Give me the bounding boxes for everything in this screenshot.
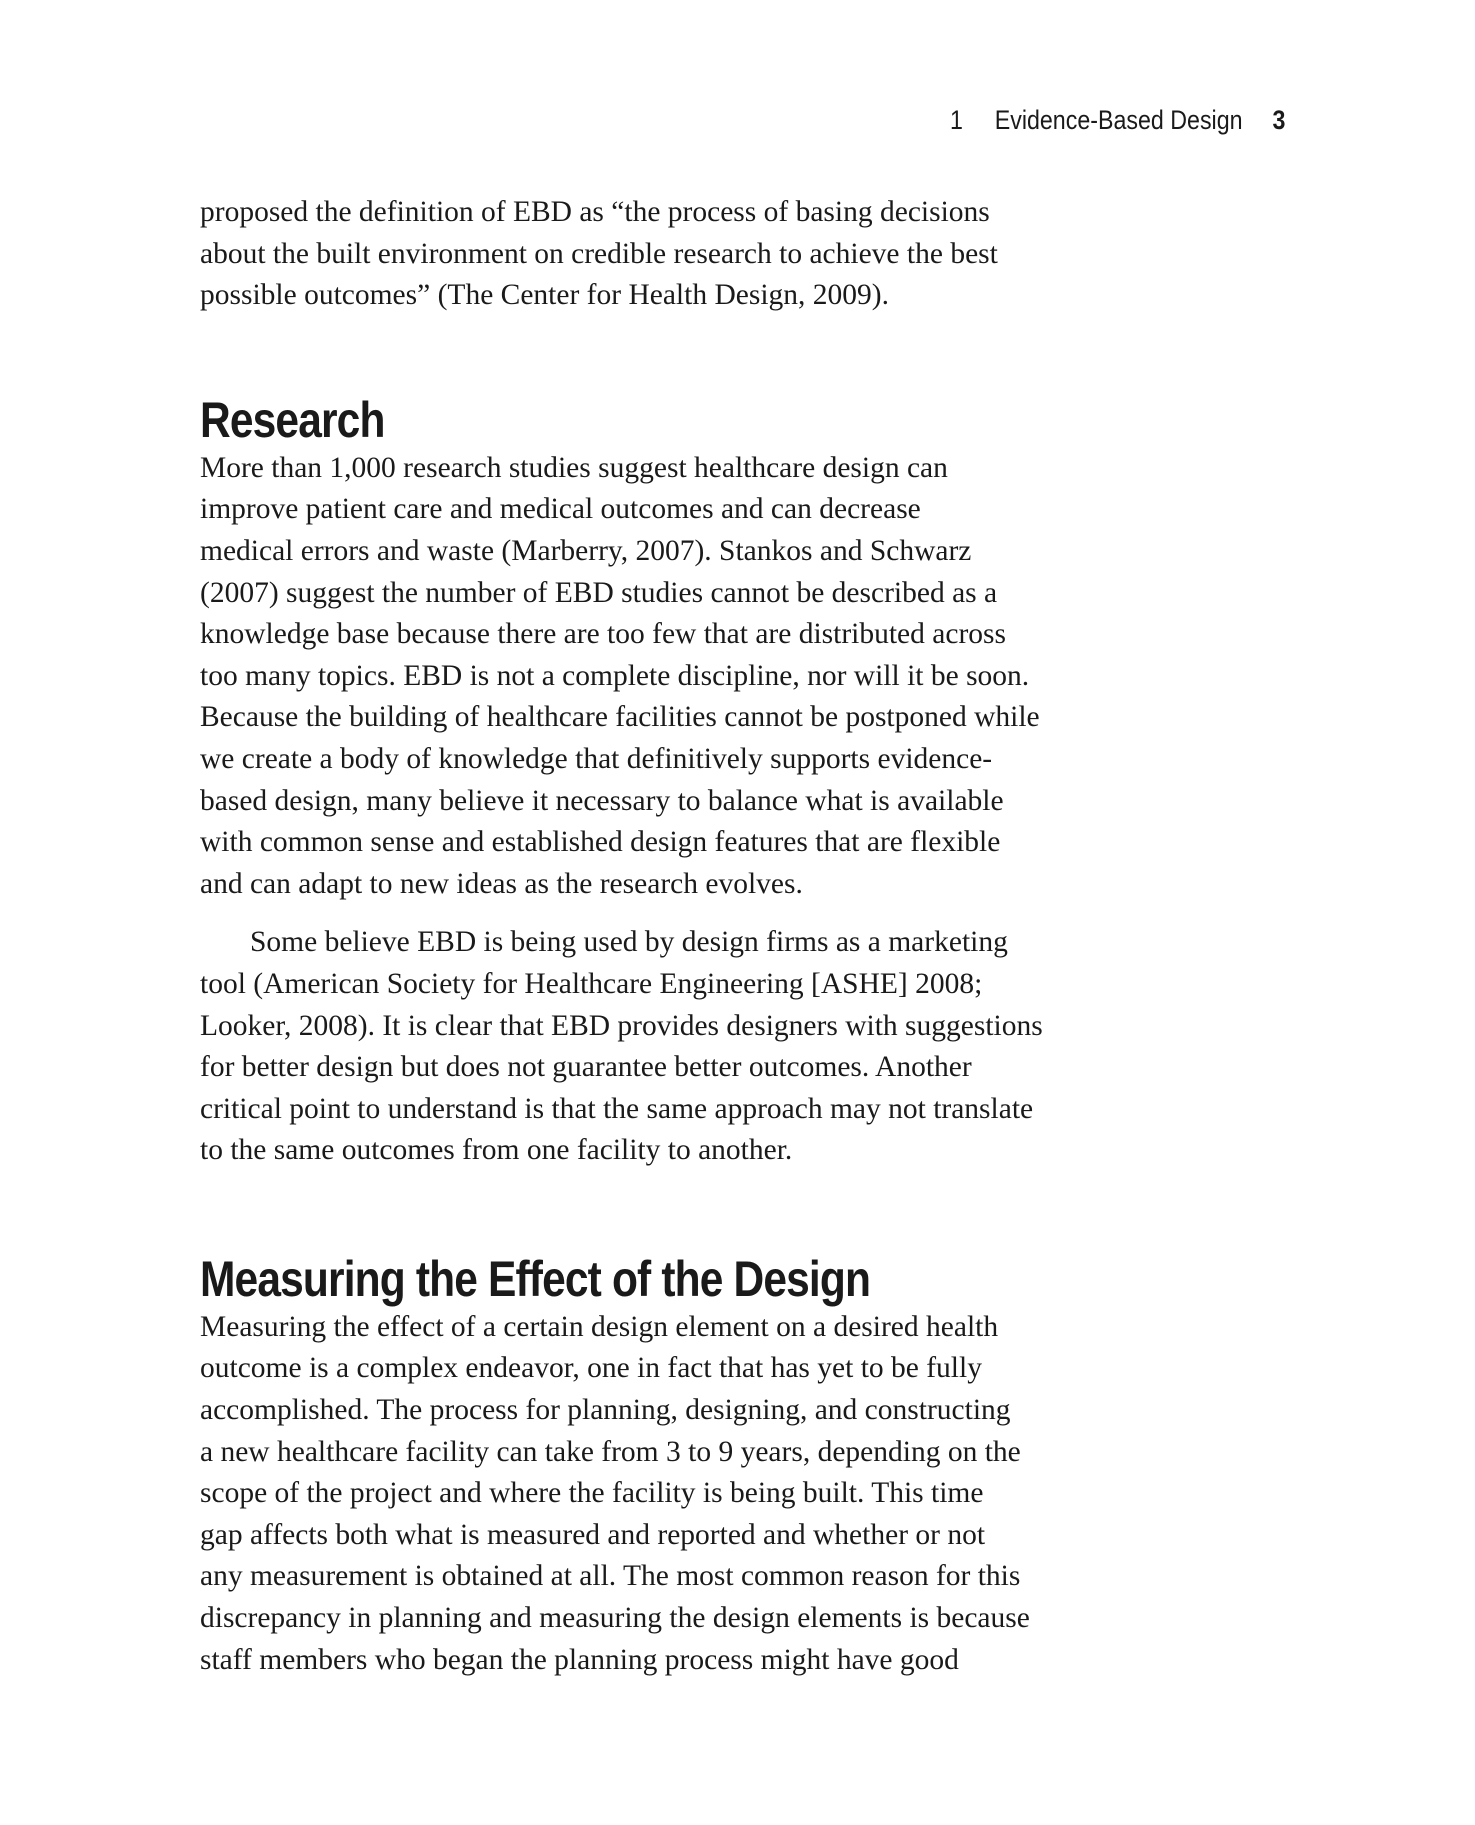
research-paragraph-2: Some believe EBD is being used by design firms as a marketing tool (American Society for Healthcare Engineering [ASHE] 2008; Looker, 2008). It is clear that EBD provides designers with suggestions for better design but does not guarantee better outcomes. Another critical point to understand is that the same approach may not translate to the same outcomes from one facility to another.: [200, 926, 1043, 1167]
intro-paragraph: proposed the definition of EBD as “the process of basing decisions about the built environment on credible research to achieve the best possible outcomes” (The Center for Health Design, 2009).: [200, 196, 998, 312]
section-heading-measuring: Measuring the Effect of the Design: [200, 1250, 871, 1307]
body-text-column: [200, 192, 1080, 1681]
chapter-title: Evidence-Based Design: [994, 105, 1243, 135]
page-number: 3: [1272, 105, 1286, 135]
running-header: [950, 100, 1290, 140]
measuring-paragraph-1: Measuring the effect of a certain design element on a desired health outcome is a complex endeavor, one in fact that has yet to be fully accomplished. The process for planning, designing, and constructing a new healthcare facility can take from 3 to 9 years, depending on the scope of the project and where the facility is being built. This time gap affects both what is measured and reported and whether or not any measurement is obtained at all. The most common reason for this discrepancy in planning and measuring the design elements is because staff members who began the planning process might have good: [200, 1310, 1030, 1676]
section-heading-research: Research: [200, 391, 385, 448]
research-paragraph-1: More than 1,000 research studies suggest healthcare design can improve patient care and medical outcomes and can decrease medical errors and waste (Marberry, 2007). Stankos and Schwarz (2007) suggest the number of EBD studies cannot be described as a knowledge base because there are too few that are distributed across too many topics. EBD is not a complete discipline, nor will it be soon. Because the building of healthcare facilities cannot be postponed while we create a body of knowledge that definitively supports evidence- based design, many believe it necessary to balance what is available with common sense and established design features that are flexible and can adapt to new ideas as the research evolves.: [200, 451, 1040, 900]
chapter-number: 1: [950, 105, 963, 135]
